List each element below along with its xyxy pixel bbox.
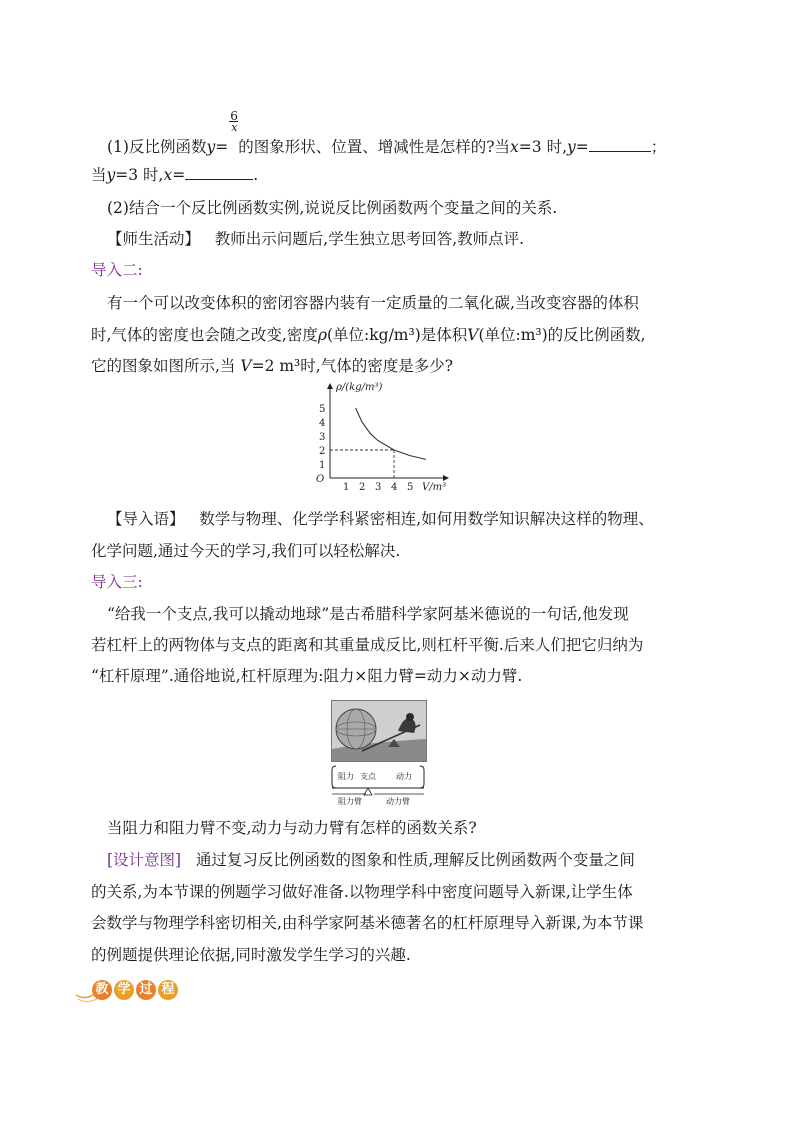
y-axis-label: ρ/(kg/m³)	[336, 382, 383, 393]
archimedes-illustration	[332, 701, 426, 761]
intro-3-line-1: “给我一个支点,我可以撬动地球”是古希腊科学家阿基米德说的一句话,他发现	[107, 605, 629, 623]
intro-words-line-2: 化学问题,通过今天的学习,我们可以轻松解决.	[91, 542, 401, 560]
banner-char-2: 学	[114, 980, 134, 1000]
fraction-6-over-x: 6 x	[230, 109, 238, 134]
intro-2-line-1: 有一个可以改变体积的密闭容器内装有一定质量的二氧化碳,当改变容器的体积	[107, 294, 639, 312]
x-tick-4: 4	[391, 482, 398, 492]
design-intent-line-3: 会数学与物理学科密切相关,由科学家阿基米德著名的杠杆原理导入新课,为本节课	[91, 914, 644, 932]
design-intent-line-4: 的例题提供理论依据,同时激发学生学习的兴趣.	[91, 946, 411, 964]
design-intent-line-2: 的关系,为本节课的例题学习做好准备.以物理学科中密度问题导入新课,让学生体	[91, 883, 633, 901]
question-2: (2)结合一个反比例函数实例,说说反比例函数两个变量之间的关系.	[107, 199, 558, 217]
x-tick-1: 1	[343, 482, 350, 492]
intro-3-heading: 导入三:	[91, 573, 143, 591]
banner-char-3: 过	[136, 980, 156, 1000]
density-volume-chart	[296, 380, 456, 492]
y-tick-labels	[319, 404, 325, 471]
effort-arm-label: 动力臂	[386, 797, 410, 806]
answer-blank-x[interactable]	[185, 165, 253, 180]
x-tick-2: 2	[359, 482, 366, 492]
archimedes-lever-image	[331, 700, 427, 762]
x-tick-5: 5	[407, 482, 414, 492]
banner-char-1: 教	[92, 980, 112, 1000]
banner-char-4: 程	[158, 980, 178, 1000]
teacher-student-activity: 【师生活动】 教师出示问题后,学生独立思考回答,教师点评.	[107, 230, 525, 248]
intro-2-heading: 导入二:	[91, 261, 143, 279]
density-curve	[356, 408, 426, 459]
resist-label: 阻力	[338, 772, 354, 781]
question-1-line-1: (1)反比例函数y= 6 x 的图象形状、位置、增减性是怎样的?当x=3 时,y= ；	[107, 109, 667, 156]
y-tick-5: 5	[319, 404, 326, 415]
question-1-line-2: 当y=3 时,x= .	[91, 166, 259, 184]
intro-2-line-3: 它的图象如图所示,当 V=2 m³时,气体的密度是多少?	[91, 357, 454, 375]
origin-label: O	[316, 474, 325, 485]
intro-3-line-2: 若杠杆上的两物体与支点的距离和其重量成反比,则杠杆平衡.后来人们把它归纳为	[91, 636, 644, 654]
y-tick-2: 2	[319, 446, 326, 457]
intro-3-line-3: “杠杆原理”.通俗地说,杠杆原理为:阻力×阻力臂=动力×动力臂.	[91, 667, 523, 685]
resist-arm-label: 阻力臂	[338, 797, 362, 806]
pivot-label: 支点	[360, 772, 376, 781]
y-tick-3: 3	[319, 432, 326, 443]
intro-2-line-2: 时,气体的密度也会随之改变,密度ρ(单位:kg/m³)是体积V(单位:m³)的反比例函数,	[91, 326, 646, 344]
x-axis-label: V/m³	[422, 482, 447, 492]
lever-question: 当阻力和阻力臂不变,动力与动力臂有怎样的函数关系?	[107, 819, 477, 837]
answer-blank-y[interactable]	[589, 137, 651, 152]
effort-label: 动力	[396, 772, 412, 781]
design-intent-line-1: [设计意图] 通过复习反比例函数的图象和性质,理解反比例函数两个变量之间	[107, 851, 635, 869]
y-tick-4: 4	[319, 418, 326, 429]
intro-words-line-1: 【导入语】 数学与物理、化学学科紧密相连,如何用数学知识解决这样的物理、	[107, 510, 654, 528]
teaching-process-banner	[76, 975, 186, 1005]
lever-diagram	[330, 764, 426, 806]
x-tick-labels	[343, 482, 413, 492]
x-tick-3: 3	[375, 482, 382, 492]
y-tick-1: 1	[319, 460, 326, 471]
